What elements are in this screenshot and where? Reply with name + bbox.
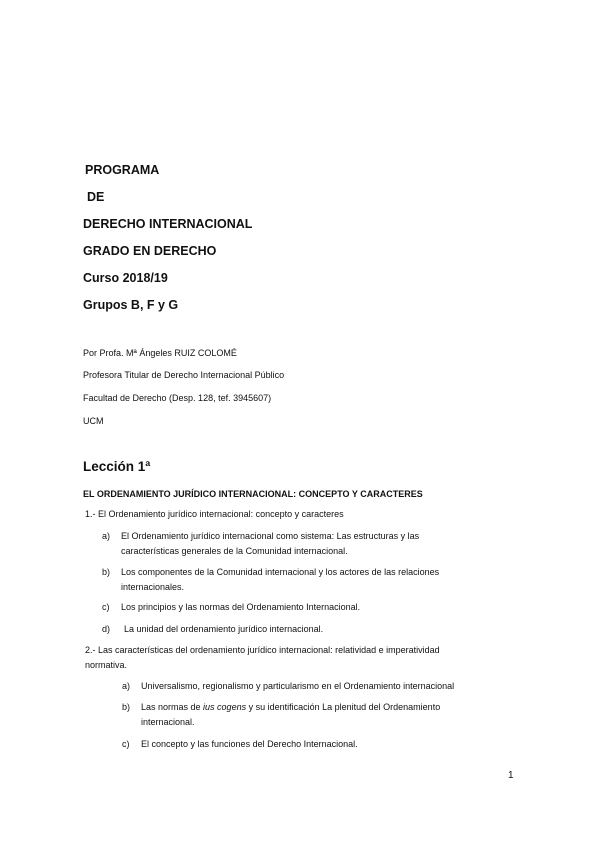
list-item-line: Los componentes de la Comunidad internacional y los actores de las relaciones [121,567,440,577]
list-item-text [141,700,440,730]
list-marker: a) [102,531,111,541]
author-university: UCM [83,416,104,426]
list-item-line: internacional. [141,717,195,727]
list-item-line: internacionales. [121,582,185,592]
list-item-line: El Ordenamiento jurídico internacional como sistema: Las estructuras y las [121,531,420,541]
author-name: Por Profa. Mª Ángeles RUIZ COLOMÉ [83,348,237,358]
italic-term: ius cogens [203,702,247,712]
list-item-text [121,529,419,559]
list-item-line [141,700,440,715]
list-item-text: El concepto y las funciones del Derecho Internacional. [141,739,358,749]
list-item-text: Los principios y las normas del Ordenamiento Internacional. [121,602,361,612]
list-item-text-part: Las normas de [141,702,204,712]
program-title-de: DE [87,190,105,204]
list-item-text: Universalismo, regionalismo y particularismo en el Ordenamiento internacional [141,681,455,691]
lesson-heading: EL ORDENAMIENTO JURÍDICO INTERNACIONAL: CONCEPTO Y CARACTERES [83,489,423,499]
list-item-text: La unidad del ordenamiento jurídico internacional. [124,624,324,634]
list-marker: b) [122,702,131,712]
author-office: Facultad de Derecho (Desp. 128, tef. 3945607) [83,393,272,403]
list-marker: c) [102,602,110,612]
list-marker: a) [122,681,131,691]
program-title: PROGRAMA [85,163,160,177]
degree-title: GRADO EN DERECHO [83,244,217,258]
lesson-title: Lección 1ª [83,459,151,474]
list-marker: d) [102,624,111,634]
list-marker: b) [102,567,111,577]
course-year: Curso 2018/19 [83,271,168,285]
list-item-text [121,565,439,595]
section-2-title-line: 2.- Las características del ordenamiento jurídico internacional: relatividad e imperatividad [85,645,440,655]
list-item-line: características generales de la Comunidad internacional. [121,546,348,556]
section-2-title [85,643,440,673]
list-item-text-part: y su identificación La plenitud del Ordenamiento [246,702,441,712]
author-position: Profesora Titular de Derecho Internacional Público [83,370,285,380]
section-1-title: 1.- El Ordenamiento jurídico internacional: concepto y caracteres [85,509,344,519]
page-number: 1 [508,770,514,781]
subject-title: DERECHO INTERNACIONAL [83,217,253,231]
groups: Grupos B, F y G [83,298,179,312]
list-marker: c) [122,739,130,749]
section-2-title-line: normativa. [85,660,128,670]
